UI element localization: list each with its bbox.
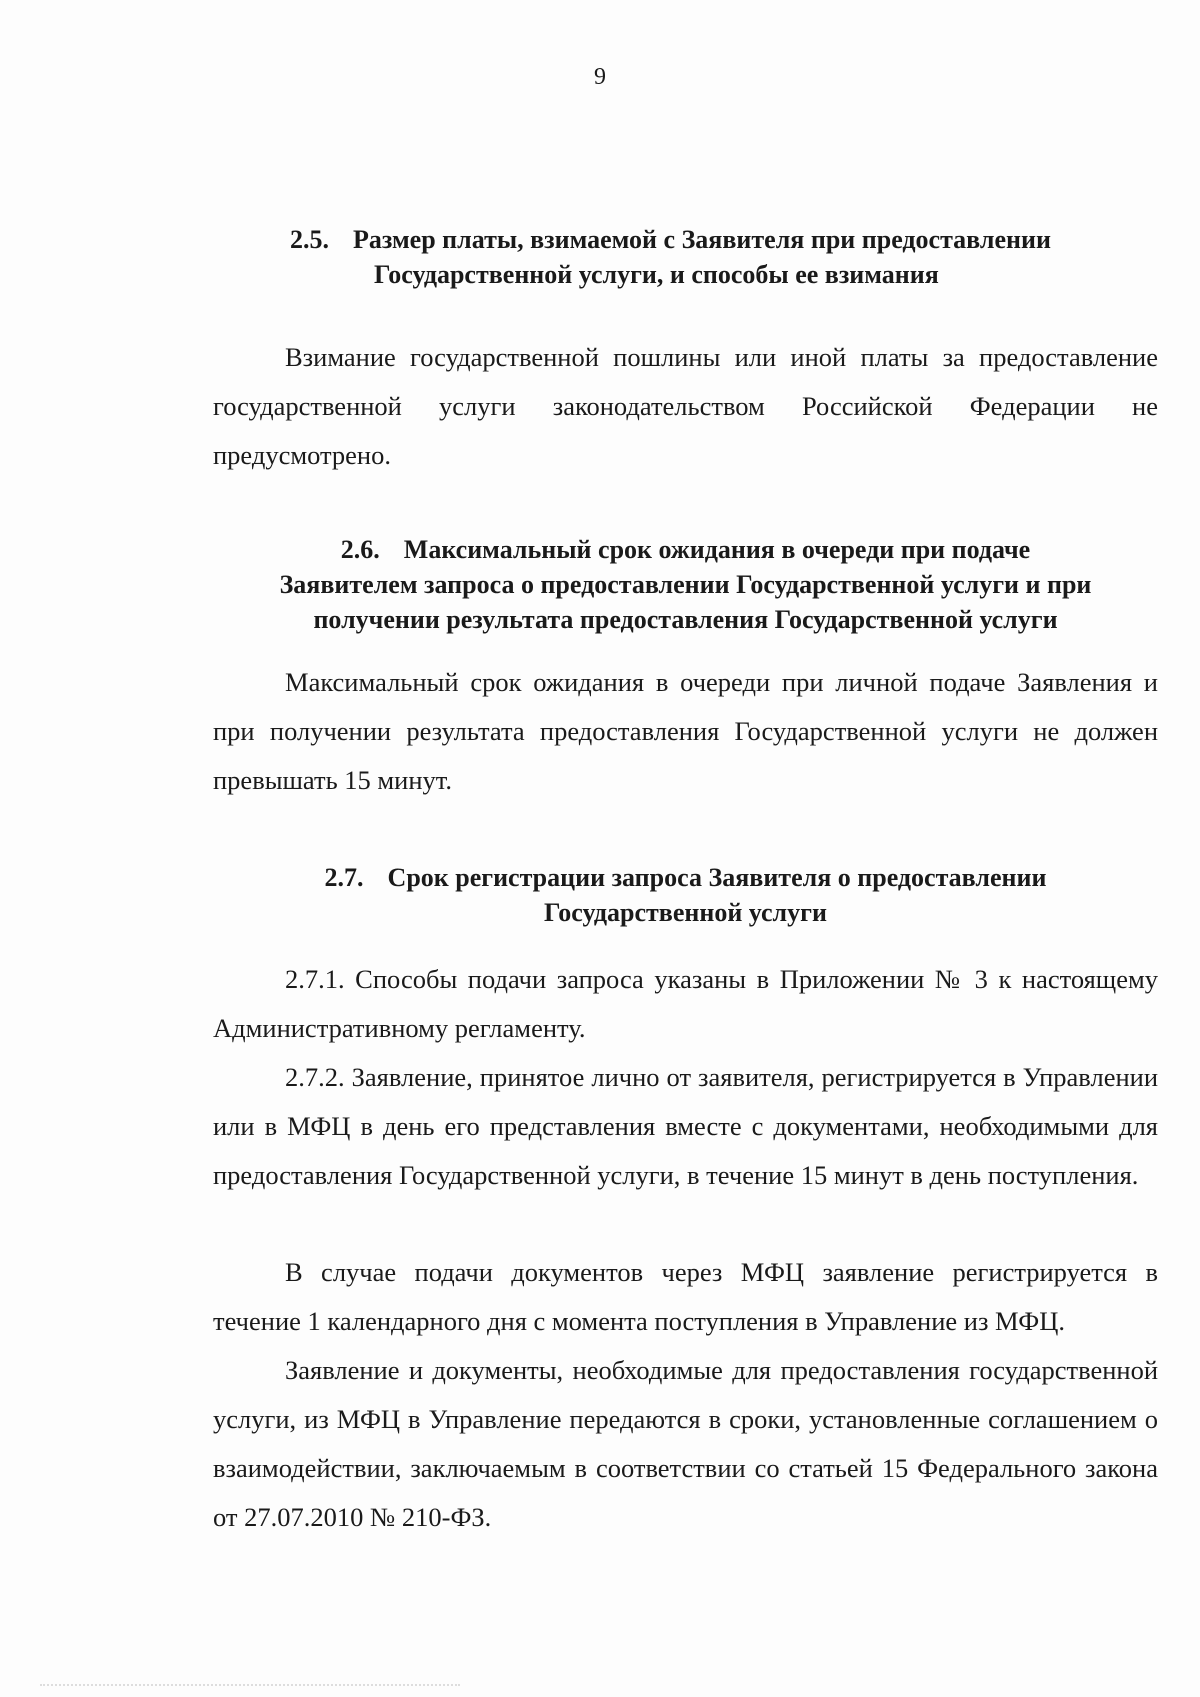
section-heading-2-6 — [213, 532, 1158, 637]
paragraph: 2.7.1. Способы подачи запроса указаны в Приложении № 3 к настоящему Административному регламенту. — [213, 964, 1158, 1043]
section-number: 2.6. — [340, 535, 380, 564]
section-title-line: Срок регистрации запроса Заявителя о предоставлении — [387, 863, 1047, 892]
section-title-line: Размер платы, взимаемой с Заявителя при предоставлении — [353, 225, 1051, 254]
section-heading-2-7 — [213, 860, 1158, 930]
page-number: 9 — [594, 64, 606, 90]
section-number: 2.5. — [290, 225, 329, 254]
paragraph: В случае подачи документов через МФЦ заявление регистрируется в течение 1 календарного дня с момента поступления в Управление из МФЦ. — [213, 1257, 1158, 1336]
section-title-line: Максимальный срок ожидания в очереди при подаче — [403, 535, 1031, 564]
section-heading-2-5 — [290, 222, 1160, 292]
paragraph: Взимание государственной пошлины или иной платы за предоставление государственной услуги законодательством Российской Федерации не предусмотрено. — [213, 342, 1158, 470]
paragraph: 2.7.2. Заявление, принятое лично от заявителя, регистрируется в Управлении или в МФЦ в день его представления вместе с документами, необходимыми для предоставления Государственной услуги, в течение 15 минут в день поступления. — [213, 1062, 1158, 1190]
section-heading-line — [213, 532, 1158, 567]
section-title-line: Заявителем запроса о предоставлении Государственной услуги и при — [279, 570, 1092, 599]
paragraph: Максимальный срок ожидания в очереди при личной подаче Заявления и при получении результата предоставления Государственной услуги не должен превышать 15 минут. — [213, 667, 1158, 795]
section-title-line: получении результата предоставления Государственной услуги — [313, 605, 1058, 634]
section-number: 2.7. — [324, 863, 364, 892]
scan-artifact — [40, 1684, 460, 1689]
section-title-line: Государственной услуги, и способы ее взимания — [374, 260, 939, 289]
section-heading-line — [213, 860, 1158, 895]
paragraph: Заявление и документы, необходимые для предоставления государственной услуги, из МФЦ в Управление передаются в сроки, установленные соглашением о взаимодействии, заключаемым в соответствии со статьей 15 Федерального закона от 27.07.2010 № 210-ФЗ. — [213, 1355, 1158, 1532]
section-title-line: Государственной услуги — [544, 898, 827, 927]
section-heading-line — [290, 222, 1160, 257]
